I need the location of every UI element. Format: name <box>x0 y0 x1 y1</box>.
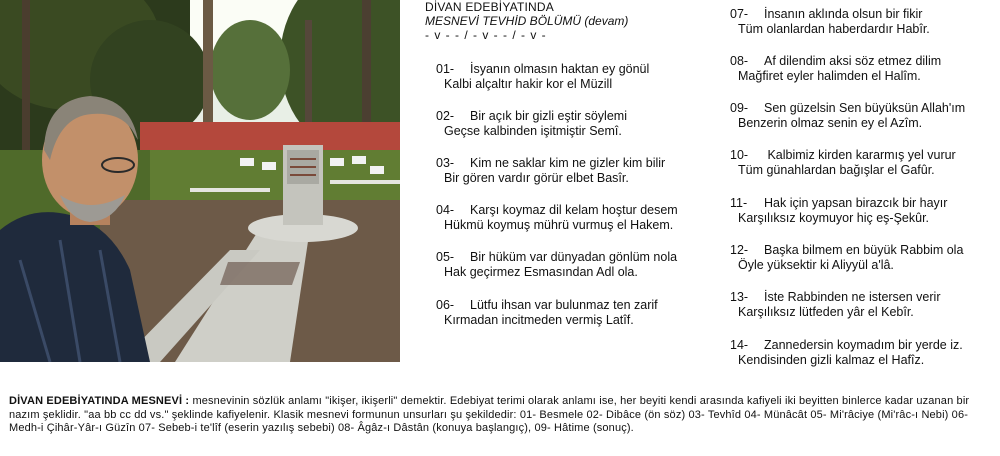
verse-line-2: Benzerin olmaz senin ey el Azîm. <box>738 116 923 130</box>
memorial-photo-illustration <box>0 0 400 362</box>
verse-line-1: Başka bilmem en büyük Rabbim ola <box>764 243 964 257</box>
poem-header <box>425 0 628 42</box>
verse-number: 10- <box>730 148 749 162</box>
definition-heading: DİVAN EDEBİYATINDA MESNEVİ : <box>9 395 190 407</box>
verse-01 <box>436 62 649 92</box>
verse-line-2: Tüm olanlardan haberdardır Habîr. <box>738 22 930 36</box>
verse-line-2: Kalbi alçaltır hakir kor el Müzill <box>444 77 613 91</box>
verse-line-2: Hükmü koymuş mührü vurmuş el Hakem. <box>444 218 674 232</box>
verse-07 <box>730 7 930 37</box>
verse-03 <box>436 156 665 186</box>
verse-line-1: Bir açık bir gizli eştir söylemi <box>470 109 627 123</box>
verse-11 <box>730 196 947 226</box>
verse-number: 06- <box>436 298 455 312</box>
poem-title: DİVAN EDEBİYATINDA <box>425 0 554 14</box>
verse-line-1: Zannedersin koymadım bir yerde iz. <box>764 338 963 352</box>
verse-13 <box>730 290 940 320</box>
verse-line-2: Öyle yüksektir ki Aliyyül a'lâ. <box>738 258 894 272</box>
verse-number: 01- <box>436 62 455 76</box>
verse-number: 03- <box>436 156 455 170</box>
definition-text: mesnevinin sözlük anlamı "ikişer, ikişerli" demektir. Edebiyat terimi olarak anlamı ise, her beyiti kendi arasında kafiyeli iki beyitten binlerce kadar uzanan bir nazım şeklidir. "aa bb cc dd vs." şeklinde kafiyelenir. Klasik mesnevi formunun unsurları şu şekildedir: 01- Besmele 02- Dibâce (ön söz) 03- Tevhîd 04- Münâcât 05- Mi'râciye (Mi'râc-ı Nebi) 06- Medh-i Çihâr-Yâr-ı Güzîn 07- Sebeb-i te'lîf (eserin yazılış sebebi) 08- Âgâz-ı Dâstân (konuya başlangıç), 09- Hâtime (sonuç). <box>9 395 970 434</box>
verse-number: 11- <box>730 196 748 210</box>
verse-09 <box>730 101 965 131</box>
verse-line-1: Kim ne saklar kim ne gizler kim bilir <box>470 156 666 170</box>
verse-number: 12- <box>730 243 749 257</box>
verse-line-1: İsyanın olmasın haktan ey gönül <box>470 62 650 76</box>
verse-06 <box>436 298 658 328</box>
verse-04 <box>436 203 678 233</box>
verse-line-1: Lütfu ihsan var bulunmaz ten zarif <box>470 298 658 312</box>
verse-line-1: Hak için yapsan birazcık bir hayır <box>764 196 948 210</box>
verse-number: 02- <box>436 109 455 123</box>
verse-line-2: Kırmadan incitmeden vermiş Latîf. <box>444 313 634 327</box>
verse-number: 09- <box>730 101 749 115</box>
verse-line-1: İnsanın aklında olsun bir fikir <box>764 7 923 21</box>
verse-02 <box>436 109 627 139</box>
verse-10 <box>730 148 956 178</box>
verse-number: 14- <box>730 338 749 352</box>
verse-line-2: Karşılıksız lütfeden yâr el Kebîr. <box>738 305 914 319</box>
verse-14 <box>730 338 963 368</box>
verse-line-2: Karşılıksız koymuyor hiç eş-Şekûr. <box>738 211 930 225</box>
verse-number: 13- <box>730 290 749 304</box>
mesnevi-definition <box>9 395 994 436</box>
verse-line-1: Af dilendim aksi söz etmez dilim <box>764 54 942 68</box>
verse-line-2: Mağfiret eyler halimden el Halîm. <box>738 69 921 83</box>
verse-line-2: Bir gören vardır görür elbet Basîr. <box>444 171 629 185</box>
verse-12 <box>730 243 963 273</box>
verse-line-1: Bir hüküm var dünyadan gönlüm nola <box>470 250 678 264</box>
verse-08 <box>730 54 941 84</box>
poem-subtitle: MESNEVİ TEVHİD BÖLÜMÜ (devam) <box>425 14 629 28</box>
verse-05 <box>436 250 677 280</box>
verse-line-2: Geçse kalbinden işitmiştir Semî. <box>444 124 622 138</box>
verse-line-1: İste Rabbinden ne istersen verir <box>764 290 941 304</box>
verse-line-2: Kendisinden gizli kalmaz el Hafîz. <box>738 353 925 367</box>
verse-line-1: Karşı koymaz dil kelam hoştur desem <box>470 203 678 217</box>
verse-number: 05- <box>436 250 455 264</box>
verse-line-2: Tüm günahlardan bağışlar el Gafûr. <box>738 163 935 177</box>
memorial-photo <box>0 0 400 362</box>
verse-number: 08- <box>730 54 749 68</box>
verse-number: 04- <box>436 203 455 217</box>
verse-line-1: Sen güzelsin Sen büyüksün Allah'ım <box>764 101 966 115</box>
verse-line-1: Kalbimiz kirden kararmış yel vurur <box>764 148 956 162</box>
verse-number: 07- <box>730 7 749 21</box>
poem-meter: - v - - / - v - - / - v - <box>425 28 547 42</box>
verse-line-2: Hak geçirmez Esmasından Adl ola. <box>444 265 638 279</box>
